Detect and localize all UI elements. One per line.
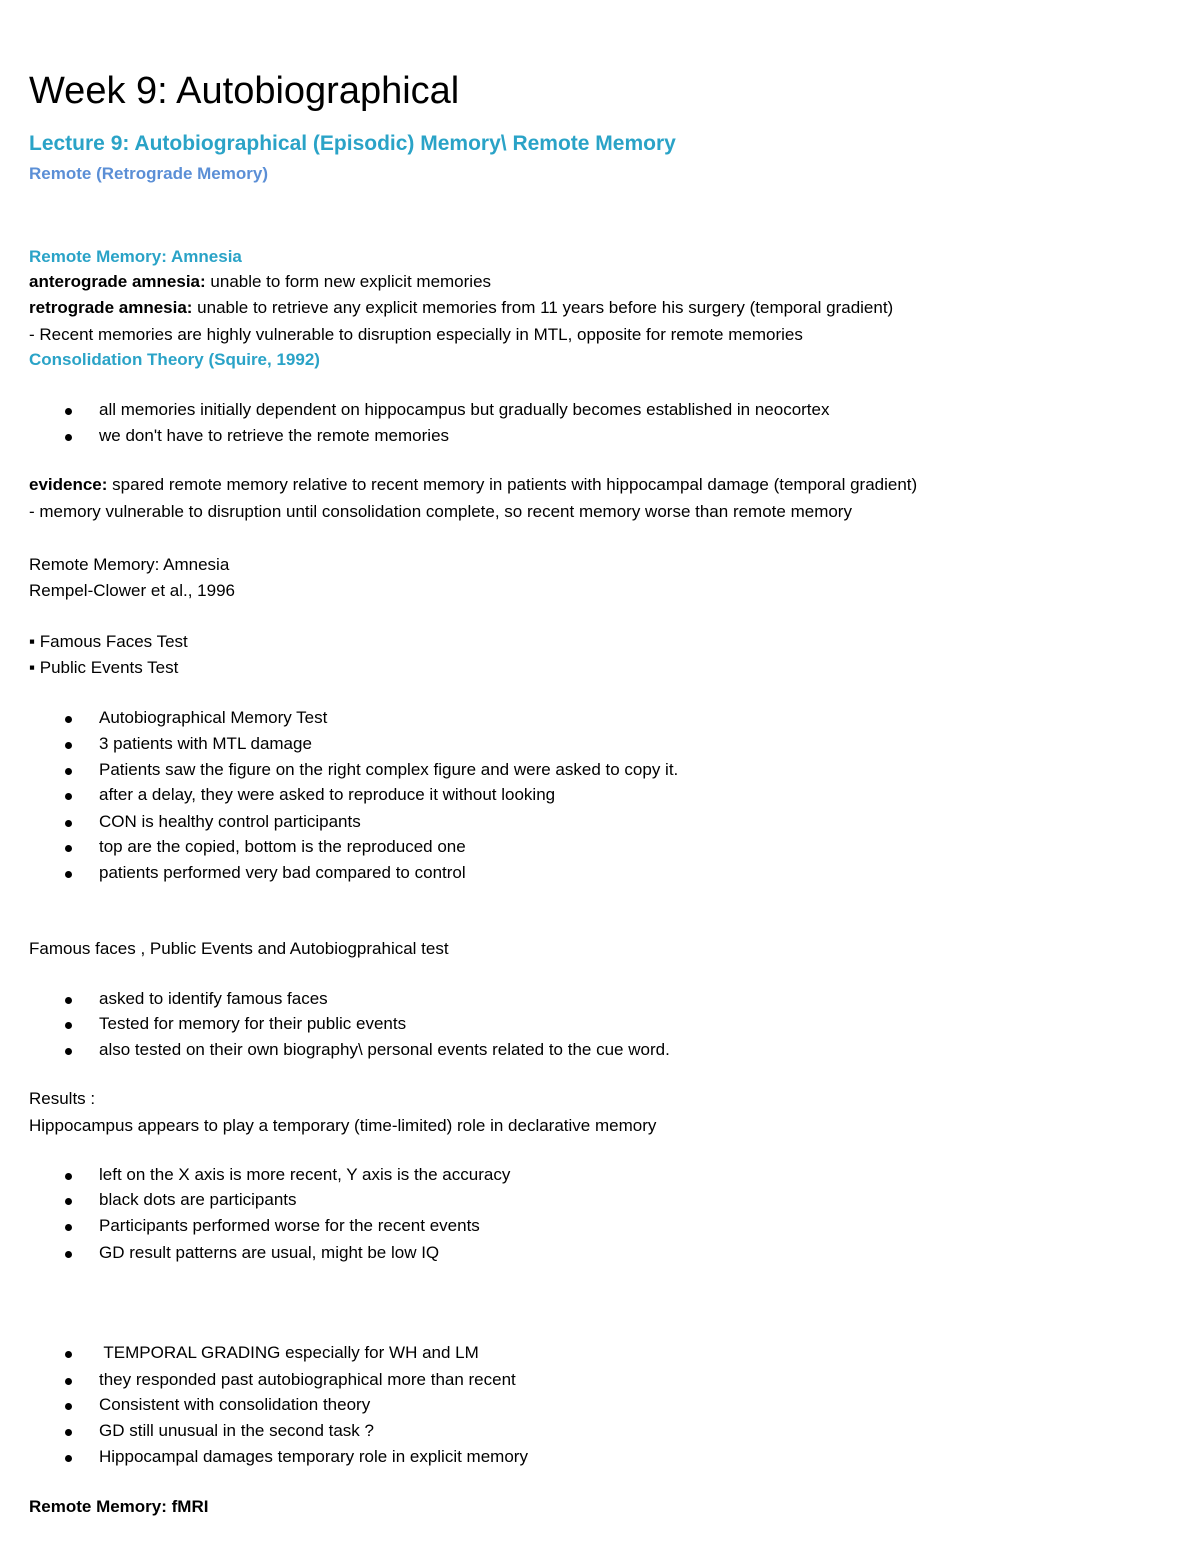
anterograde-text: unable to form new explicit memories [205, 272, 492, 291]
bullet-dot [65, 871, 72, 878]
anterograde-term: anterograde amnesia: [29, 272, 206, 291]
square-item-public-events: ▪ Public Events Test [29, 658, 179, 677]
consolidation-heading: Consolidation Theory (Squire, 1992) [29, 350, 320, 369]
square-item-famous-faces: ▪ Famous Faces Test [29, 632, 188, 651]
bullet-dot [65, 793, 72, 800]
lecture-heading: Lecture 9: Autobiographical (Episodic) Memory\ Remote Memory [29, 132, 676, 155]
bullet-dot [65, 408, 72, 415]
study-citation: Rempel-Clower et al., 1996 [29, 581, 235, 600]
bullet-dot [65, 1048, 72, 1055]
bullet-dot [65, 716, 72, 723]
retrograde-text: unable to retrieve any explicit memories from 11 years before his surgery (temporal gradient) [192, 298, 894, 317]
results-label: Results : [29, 1089, 96, 1108]
bullet-dot [65, 1251, 72, 1258]
evidence-line [29, 475, 917, 495]
famous-faces-heading: Famous faces , Public Events and Autobiogprahical test [29, 939, 449, 958]
section-heading-amnesia: Remote Memory: Amnesia [29, 247, 242, 266]
retrograde-term: retrograde amnesia: [29, 298, 193, 317]
evidence-text: spared remote memory relative to recent memory in patients with hippocampal damage (temporal gradient) [107, 475, 918, 494]
bullet-dot [65, 1022, 72, 1029]
fmri-heading: Remote Memory: fMRI [29, 1497, 209, 1516]
bullet-dot [65, 1173, 72, 1180]
page-title: Week 9: Autobiographical [29, 70, 460, 112]
bullet-dot [65, 1198, 72, 1205]
bullet-dot [65, 742, 72, 749]
study-heading: Remote Memory: Amnesia [29, 555, 230, 574]
anterograde-line [29, 272, 491, 292]
bullet-dot [65, 1455, 72, 1462]
bullet-dot [65, 1378, 72, 1385]
bullet-dot [65, 820, 72, 827]
bullet-dot [65, 845, 72, 852]
bullet-dot [65, 1351, 72, 1358]
bullet-dot [65, 434, 72, 441]
bullet-dot [65, 1224, 72, 1231]
evidence-note: - memory vulnerable to disruption until consolidation complete, so recent memory worse than remote memory [29, 502, 852, 521]
sub-heading: Remote (Retrograde Memory) [29, 164, 268, 183]
bullet-dot [65, 768, 72, 775]
bullet-dot [65, 1429, 72, 1436]
bullet-dot [65, 997, 72, 1004]
evidence-term: evidence: [29, 475, 108, 494]
recent-memories-note: - Recent memories are highly vulnerable to disruption especially in MTL, opposite for remote memories [29, 325, 803, 344]
bullet-dot [65, 1403, 72, 1410]
results-summary: Hippocampus appears to play a temporary (time-limited) role in declarative memory [29, 1116, 657, 1135]
retrograde-line [29, 298, 893, 318]
